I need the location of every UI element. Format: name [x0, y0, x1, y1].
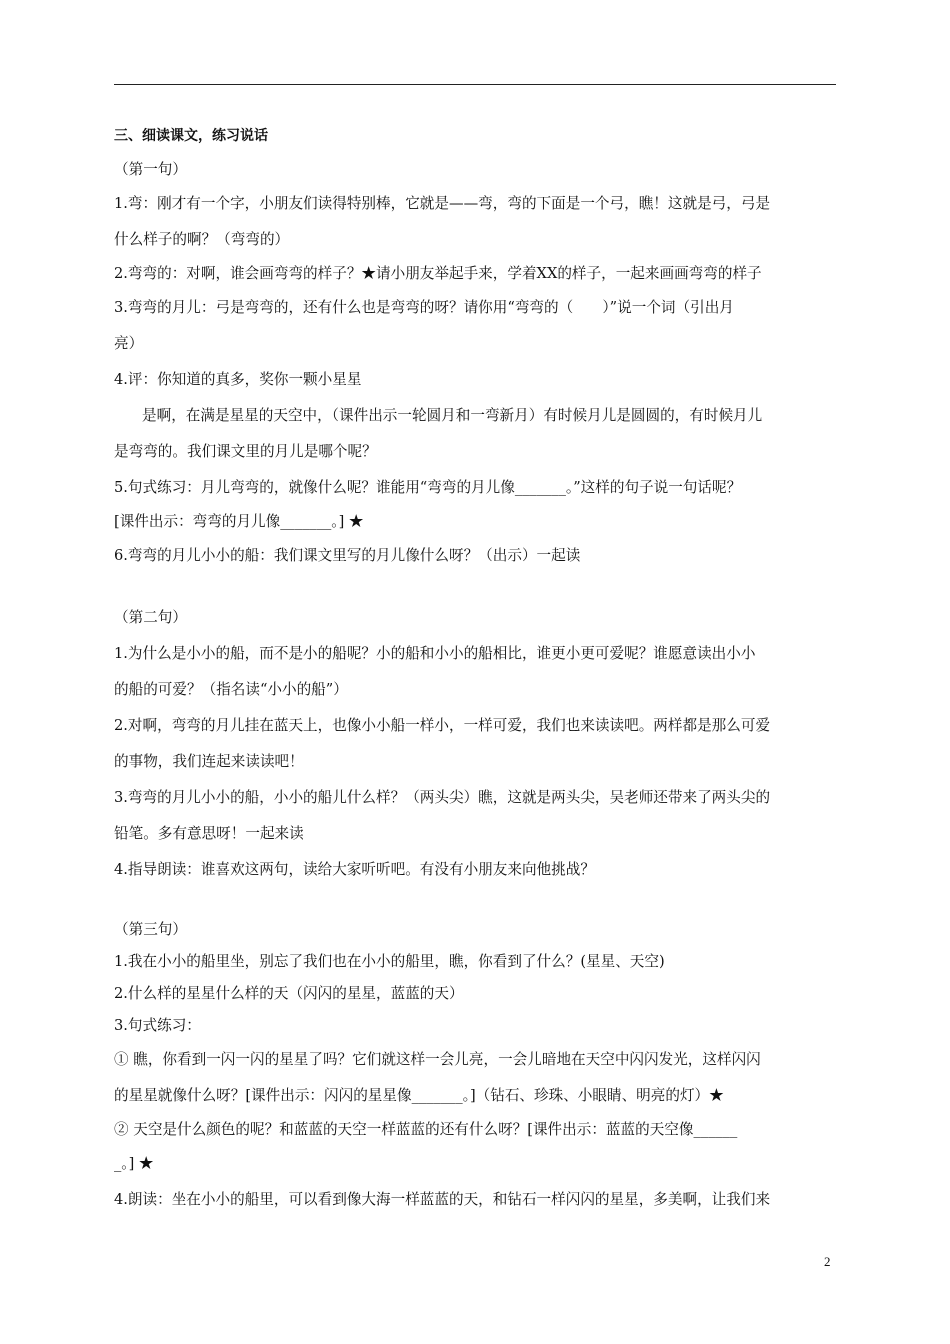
- document-body: [114, 118, 838, 1218]
- paragraph-line: 亮）: [114, 335, 144, 352]
- paragraph-line: 是啊，在满是星星的天空中，（课件出示一轮圆月和一弯新月）有时候月儿是圆圆的，有时候月儿: [142, 407, 763, 424]
- paragraph-line: 3.句式练习：: [114, 1017, 201, 1034]
- paragraph-line: 5.句式练习：月儿弯弯的，就像什么呢？谁能用“弯弯的月儿像_______。”这样的句子说一句话呢？: [114, 479, 742, 496]
- paragraph-line: 3.弯弯的月儿：弓是弯弯的，还有什么也是弯弯的呀？请你用“弯弯的（ ）”说一个词（引出月: [114, 299, 734, 316]
- paragraph-line: 是弯弯的。我们课文里的月儿是哪个呢？: [114, 443, 377, 460]
- paragraph-line: 的船的可爱？（指名读“小小的船”）: [114, 681, 348, 698]
- sentence2-label: （第二句）: [114, 609, 187, 626]
- paragraph-line: 4.评：你知道的真多，奖你一颗小星星: [114, 371, 362, 388]
- paragraph-line: 1.弯：刚才有一个字，小朋友们读得特别棒，它就是——弯，弯的下面是一个弓，瞧！这就是弓，弓是: [114, 195, 771, 212]
- paragraph-line: 2.什么样的星星什么样的天（闪闪的星星，蓝蓝的天）: [114, 985, 464, 1002]
- paragraph-line: 1.为什么是小小的船，而不是小的船呢？小的船和小小的船相比，谁更小更可爱呢？谁愿意读出小小: [114, 645, 756, 662]
- paragraph-line: 4.指导朗读：谁喜欢这两句，读给大家听听吧。有没有小朋友来向他挑战？: [114, 861, 595, 878]
- paragraph-line: [课件出示：弯弯的月儿像_______。] ★: [114, 513, 364, 530]
- paragraph-line: 6.弯弯的月儿小小的船：我们课文里写的月儿像什么呀？（出示）一起读: [114, 547, 581, 564]
- paragraph-line: 2.对啊，弯弯的月儿挂在蓝天上，也像小小船一样小，一样可爱，我们也来读读吧。两样都是那么可爱: [114, 717, 771, 734]
- paragraph-line: 2.弯弯的：对啊，谁会画弯弯的样子？★请小朋友举起手来，学着XX的样子，一起来画画弯弯的样子: [114, 265, 762, 282]
- paragraph-line: 3.弯弯的月儿小小的船，小小的船儿什么样？（两头尖）瞧，这就是两头尖，吴老师还带来了两头尖的: [114, 789, 771, 806]
- paragraph-line: 什么样子的啊？（弯弯的）: [114, 231, 290, 248]
- paragraph-line: _。] ★: [114, 1155, 154, 1172]
- sentence3-label: （第三句）: [114, 921, 187, 938]
- paragraph-line: 的事物，我们连起来读读吧！: [114, 753, 304, 770]
- paragraph-line: 4.朗读：坐在小小的船里，可以看到像大海一样蓝蓝的天，和钻石一样闪闪的星星，多美啊，让我们来: [114, 1191, 771, 1208]
- header-rule: [114, 84, 836, 85]
- paragraph-line: ② 天空是什么颜色的呢？和蓝蓝的天空一样蓝蓝的还有什么呀？[课件出示：蓝蓝的天空像______: [114, 1121, 738, 1138]
- section-heading: 三、细读课文，练习说话: [114, 128, 268, 144]
- paragraph-line: ① 瞧，你看到一闪一闪的星星了吗？它们就这样一会儿亮，一会儿暗地在天空中闪闪发光，这样闪闪: [114, 1051, 761, 1068]
- paragraph-line: 1.我在小小的船里坐，别忘了我们也在小小的船里，瞧，你看到了什么？(星星、天空): [114, 953, 665, 970]
- paragraph-line: 铅笔。多有意思呀！一起来读: [114, 825, 304, 842]
- page-number: 2: [824, 1254, 831, 1269]
- sentence1-label: （第一句）: [114, 161, 187, 178]
- paragraph-line: 的星星就像什么呀？[课件出示：闪闪的星星像_______。]（钻石、珍珠、小眼睛、明亮的灯）★: [114, 1087, 724, 1104]
